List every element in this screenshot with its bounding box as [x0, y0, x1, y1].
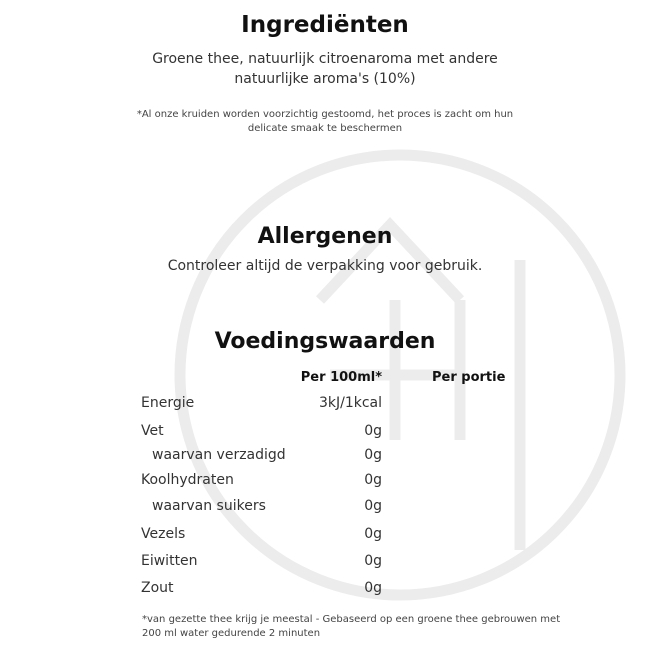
allergenen-text: Controleer altijd de verpakking voor gebruik. — [167, 258, 483, 274]
nutrition-label: Zout — [141, 580, 174, 596]
nutrition-row-zout — [0, 580, 650, 600]
nutrition-row-koolhydraten — [0, 472, 650, 492]
nutrition-value: 0g — [364, 447, 382, 463]
nutrition-row-suikers — [0, 498, 650, 518]
nutrition-row-verzadigd — [0, 447, 650, 467]
nutrition-row-eiwitten — [0, 553, 650, 573]
ingredienten-note: *Al onze kruiden worden voorzichtig gestoomd, het proces is zacht om hun delicate smaak te beschermen — [136, 109, 514, 134]
nutrition-row-energie — [0, 395, 650, 415]
nutrition-value: 3kJ/1kcal — [318, 395, 382, 411]
nutrition-label: waarvan suikers — [152, 498, 266, 514]
nutrition-value: 0g — [364, 526, 382, 542]
nutrition-label: waarvan verzadigd — [152, 447, 286, 463]
nutrition-label: Vet — [141, 423, 164, 439]
nutrition-value: 0g — [364, 553, 382, 569]
ingredienten-title: Ingrediënten — [241, 12, 409, 38]
column-header-per-100ml: Per 100ml* — [300, 370, 382, 385]
nutrition-row-vezels — [0, 526, 650, 546]
nutrition-footnote: *van gezette thee krijg je meestal - Gebaseerd op een groene thee gebrouwen met 200 ml water gedurende 2 minuten — [142, 614, 561, 639]
nutrition-value: 0g — [364, 580, 382, 596]
nutrition-row-vet — [0, 423, 650, 443]
allergenen-title: Allergenen — [257, 224, 393, 249]
ingredienten-text: Groene thee, natuurlijk citroenaroma met andere natuurlijke aroma's (10%) — [152, 51, 498, 87]
nutrition-value: 0g — [364, 423, 382, 439]
nutrition-value: 0g — [364, 498, 382, 514]
column-header-per-portie: Per portie — [432, 370, 506, 385]
nutrition-label: Vezels — [141, 526, 186, 542]
voedingswaarden-title: Voedingswaarden — [214, 329, 436, 354]
nutrition-value: 0g — [364, 472, 382, 488]
nutrition-label: Energie — [141, 395, 195, 411]
nutrition-label: Koolhydraten — [141, 472, 234, 488]
nutrition-label: Eiwitten — [141, 553, 198, 569]
